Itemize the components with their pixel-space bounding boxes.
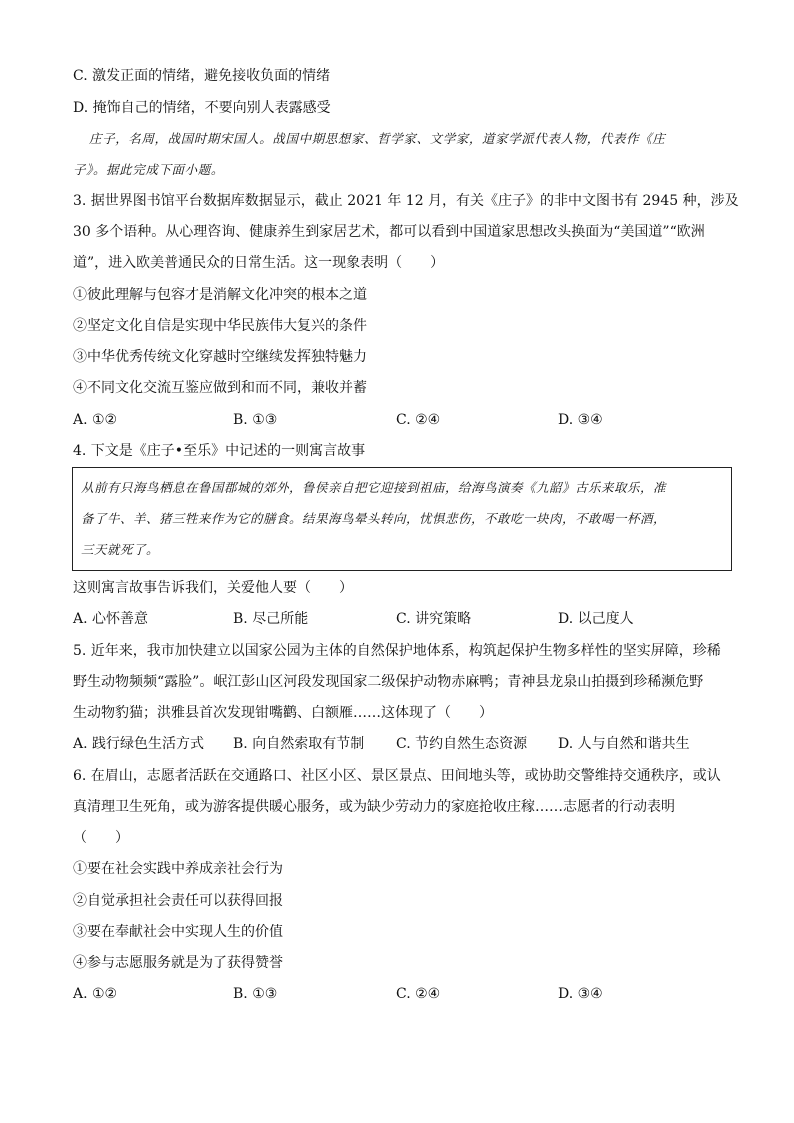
q6-option-d[interactable]: D. ③④ bbox=[558, 986, 603, 1002]
q3-statement-2: ②坚定文化自信是实现中华民族伟大复兴的条件 bbox=[73, 318, 367, 334]
q2-option-c: C. 激发正面的情绪，避免接收负面的情绪 bbox=[73, 68, 331, 84]
q4-story-line-1: 从前有只海鸟栖息在鲁国郡城的郊外，鲁侯亲自把它迎接到祖庙，给海鸟演奏《九韶》古乐来取乐，准 bbox=[81, 480, 667, 495]
q3-option-b[interactable]: B. ①③ bbox=[233, 412, 278, 428]
q3-statement-4: ④不同文化交流互鉴应做到和而不同，兼收并蓄 bbox=[73, 380, 367, 396]
q4-option-b[interactable]: B. 尽己所能 bbox=[233, 611, 309, 627]
q5-stem-line-3: 生动物豹猫；洪雅县首次发现钳嘴鹳、白额雁……这体现了（ ） bbox=[73, 705, 493, 721]
q4-story-line-2: 备了牛、羊、猪三牲来作为它的膳食。结果海鸟晕头转向，忧惧悲伤，不敢吃一块肉，不敢喝一杯酒， bbox=[81, 511, 667, 526]
q6-option-a[interactable]: A. ①② bbox=[73, 986, 118, 1002]
q5-stem-line-1: 5. 近年来，我市加快建立以国家公园为主体的自然保护地体系，构筑起保护生物多样性的坚实屏障，珍稀 bbox=[73, 643, 721, 659]
q4-story-line-3: 三天就死了。 bbox=[81, 542, 160, 557]
intro-line-2: 子》。据此完成下面小题。 bbox=[73, 162, 224, 177]
q6-statement-1: ①要在社会实践中养成亲社会行为 bbox=[73, 861, 283, 877]
q5-option-b[interactable]: B. 向自然索取有节制 bbox=[233, 736, 365, 752]
intro-line-1: 庄子，名周，战国时期宋国人。战国中期思想家、哲学家、文学家，道家学派代表人物，代表作《庄 bbox=[89, 131, 666, 146]
q2-option-d: D. 掩饰自己的情绪，不要向别人表露感受 bbox=[73, 100, 331, 116]
q3-stem-line-3: 道”，进入欧美普通民众的日常生活。这一现象表明（ ） bbox=[73, 255, 445, 271]
q6-statement-4: ④参与志愿服务就是为了获得赞誉 bbox=[73, 955, 283, 971]
q4-stem: 4. 下文是《庄子•至乐》中记述的一则寓言故事 bbox=[73, 443, 366, 459]
q6-stem-line-1: 6. 在眉山，志愿者活跃在交通路口、社区小区、景区景点、田间地头等，或协助交警维持交通秩序，或认 bbox=[73, 768, 721, 784]
q6-option-b[interactable]: B. ①③ bbox=[233, 986, 278, 1002]
q6-statement-3: ③要在奉献社会中实现人生的价值 bbox=[73, 924, 283, 940]
q4-option-a[interactable]: A. 心怀善意 bbox=[73, 611, 149, 627]
q4-option-c[interactable]: C. 讲究策略 bbox=[396, 611, 472, 627]
q3-statement-1: ①彼此理解与包容才是消解文化冲突的根本之道 bbox=[73, 287, 367, 303]
q4-story-box bbox=[72, 467, 732, 571]
q3-option-a[interactable]: A. ①② bbox=[73, 412, 118, 428]
q3-statement-3: ③中华优秀传统文化穿越时空继续发挥独特魅力 bbox=[73, 349, 367, 365]
q6-stem-line-3: （ ） bbox=[73, 830, 129, 846]
q4-question: 这则寓言故事告诉我们，关爱他人要（ ） bbox=[73, 580, 353, 596]
q5-stem-line-2: 野生动物频频“露脸”。岷江彭山区河段发现国家二级保护动物赤麻鸭；青神县龙泉山拍摄到珍稀濒危野 bbox=[73, 674, 704, 690]
q3-option-c[interactable]: C. ②④ bbox=[396, 412, 441, 428]
q6-stem-line-2: 真清理卫生死角，或为游客提供暖心服务，或为缺少劳动力的家庭抢收庄稼……志愿者的行动表明 bbox=[73, 799, 675, 815]
q5-option-a[interactable]: A. 践行绿色生活方式 bbox=[73, 736, 205, 752]
q3-stem-line-2: 30 多个语种。从心理咨询、健康养生到家居艺术，都可以看到中国道家思想改头换面为“美国道”“欧洲 bbox=[73, 224, 705, 240]
q3-option-d[interactable]: D. ③④ bbox=[558, 412, 603, 428]
q5-option-c[interactable]: C. 节约自然生态资源 bbox=[396, 736, 528, 752]
q4-option-d[interactable]: D. 以己度人 bbox=[558, 611, 634, 627]
q6-statement-2: ②自觉承担社会责任可以获得回报 bbox=[73, 893, 283, 909]
q6-option-c[interactable]: C. ②④ bbox=[396, 986, 441, 1002]
q5-option-d[interactable]: D. 人与自然和谐共生 bbox=[558, 736, 690, 752]
q3-stem-line-1: 3. 据世界图书馆平台数据库数据显示，截止 2021 年 12 月，有关《庄子》的非中文图书有 2945 种，涉及 bbox=[73, 193, 739, 209]
